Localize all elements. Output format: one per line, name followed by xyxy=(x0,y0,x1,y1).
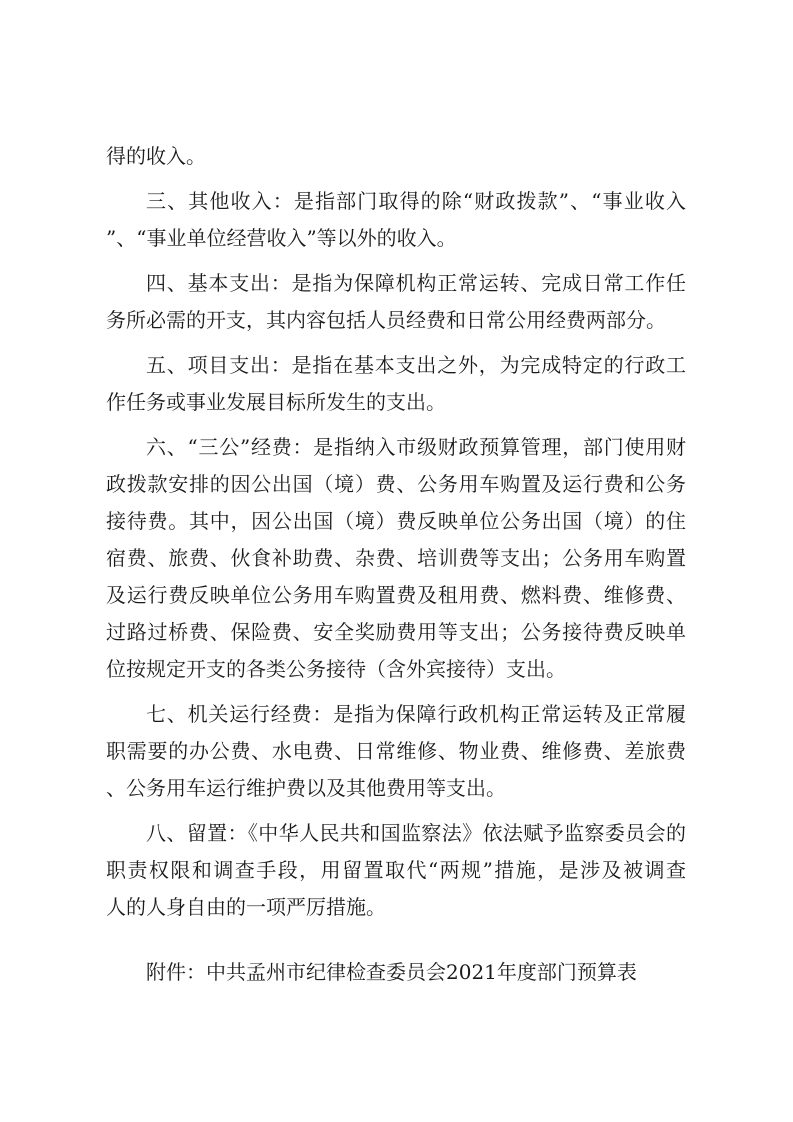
text-line: 六、“三公”经费：是指纳入市级财政预算管理，部门使用财 xyxy=(146,435,686,459)
body-text xyxy=(106,138,686,926)
text-line: 及运行费反映单位公务用车购置费及租用费、燃料费、维修费、 xyxy=(106,583,686,607)
text-line: 七、机关运行经费：是指为保障行政机构正常运转及正常履 xyxy=(146,702,686,726)
attachment-note: 附件：中共孟州市纪律检查委员会2021年度部门预算表 xyxy=(146,960,637,984)
text-line: ”、“事业单位经营收入”等以外的收入。 xyxy=(106,226,457,250)
text-line: 作任务或事业发展目标所发生的支出。 xyxy=(106,390,446,414)
text-line: 八、留置：《中华人民共和国监察法》依法赋予监察委员会的 xyxy=(146,821,686,845)
text-line: 职责权限和调查手段，用留置取代“两规”措施，是涉及被调查 xyxy=(106,858,686,882)
text-line: 政拨款安排的因公出国（境）费、公务用车购置及运行费和公务 xyxy=(106,472,686,496)
text-line: 接待费。其中，因公出国（境）费反映单位公务出国（境）的住 xyxy=(106,509,686,533)
text-line: 务所必需的开支，其内容包括人员经费和日常公用经费两部分。 xyxy=(106,308,666,332)
text-line: 人的人身自由的一项严厉措施。 xyxy=(106,895,386,919)
text-line: 得的收入。 xyxy=(106,144,206,168)
text-line: 职需要的办公费、水电费、日常维修、物业费、维修费、差旅费 xyxy=(106,739,686,763)
text-line: 过路过桥费、保险费、安全奖励费用等支出；公务接待费反映单 xyxy=(106,620,686,644)
text-line: 、公务用车运行维护费以及其他费用等支出。 xyxy=(106,776,506,800)
text-line: 三、其他收入：是指部门取得的除“财政拨款”、“事业收入 xyxy=(146,189,686,213)
text-line: 五、项目支出：是指在基本支出之外，为完成特定的行政工 xyxy=(146,353,686,377)
text-line: 位按规定开支的各类公务接待（含外宾接待）支出。 xyxy=(106,657,566,681)
text-line: 宿费、旅费、伙食补助费、杂费、培训费等支出；公务用车购置 xyxy=(106,546,686,570)
text-line: 四、基本支出：是指为保障机构正常运转、完成日常工作任 xyxy=(146,271,686,295)
